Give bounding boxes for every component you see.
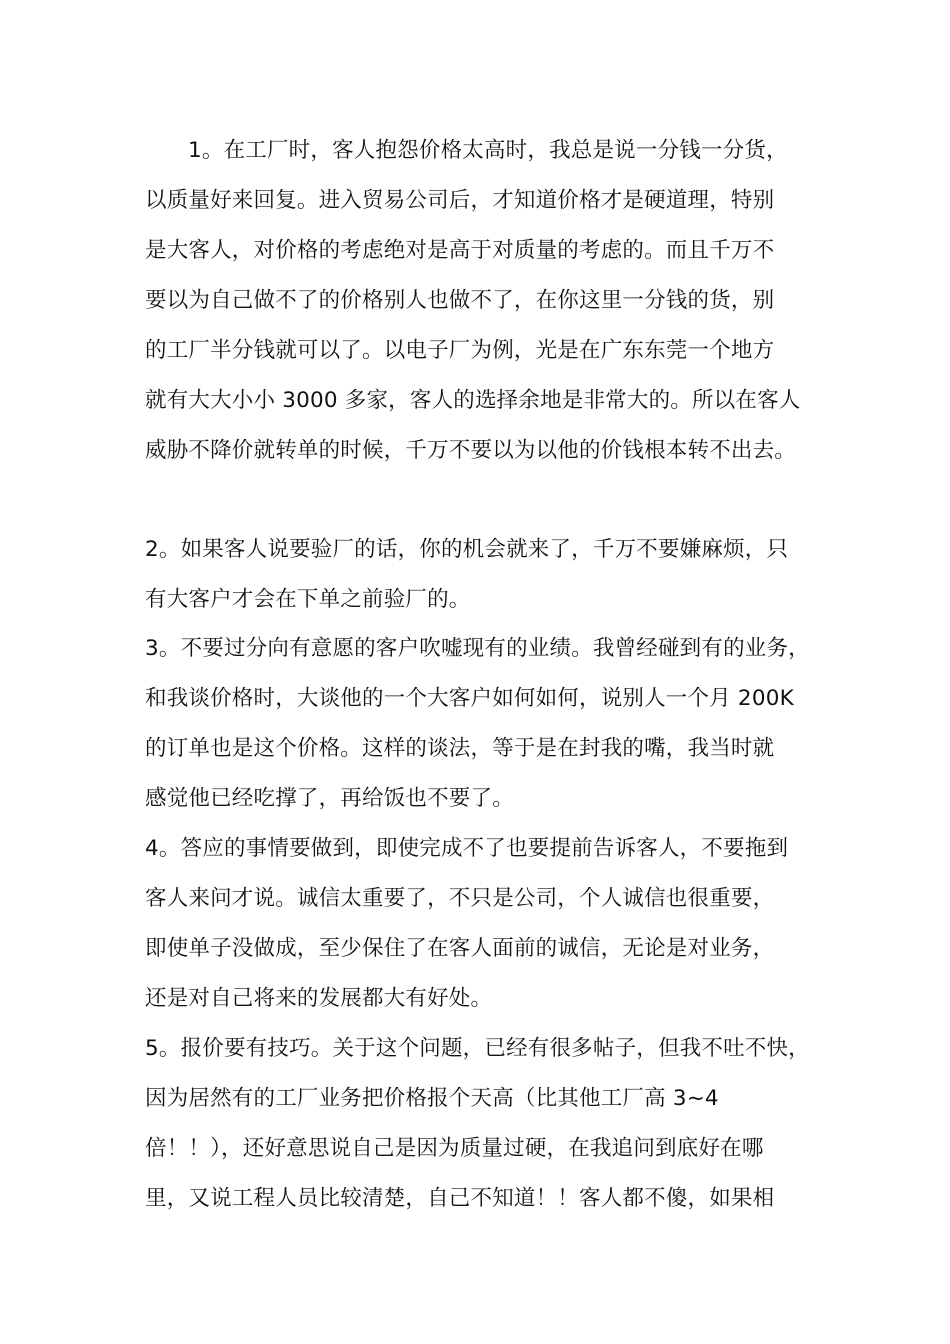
paragraph-4-line-4: 还是对自己将来的发展都大有好处。 bbox=[145, 986, 493, 1011]
paragraph-3-line-4: 感觉他已经吃撑了，再给饭也不要了。 bbox=[145, 786, 514, 811]
paragraph-5-line-2: 因为居然有的工厂业务把价格报个天高（比其他工厂高 3~4 bbox=[145, 1086, 719, 1111]
paragraph-5-line-4: 里，又说工程人员比较清楚，自己不知道！！客人都不傻，如果相 bbox=[145, 1186, 775, 1211]
paragraph-1-line-3: 是大客人，对价格的考虑绝对是高于对质量的考虑的。而且千万不 bbox=[145, 238, 775, 263]
paragraph-5-line-3: 倍！！），还好意思说自己是因为质量过硬，在我追问到底好在哪 bbox=[145, 1136, 764, 1161]
paragraph-4-line-1: 4。答应的事情要做到，即使完成不了也要提前告诉客人，不要拖到 bbox=[145, 836, 789, 861]
paragraph-1-line-6: 就有大大小小 3000 多家，客人的选择余地是非常大的。所以在客人 bbox=[145, 388, 801, 413]
paragraph-5-line-1: 5。报价要有技巧。关于这个问题，已经有很多帖子，但我不吐不快， bbox=[145, 1036, 810, 1061]
paragraph-1-line-7: 威胁不降价就转单的时候，千万不要以为以他的价钱根本转不出去。 bbox=[145, 438, 797, 463]
paragraph-1-line-5: 的工厂半分钱就可以了。以电子厂为例，光是在广东东莞一个地方 bbox=[145, 338, 775, 363]
paragraph-1-line-1: 1。在工厂时，客人抱怨价格太高时，我总是说一分钱一分货， bbox=[188, 138, 788, 163]
paragraph-2-line-2: 有大客户才会在下单之前验厂的。 bbox=[145, 587, 471, 612]
paragraph-4-line-3: 即使单子没做成，至少保住了在客人面前的诚信，无论是对业务， bbox=[145, 936, 775, 961]
paragraph-1-line-4: 要以为自己做不了的价格别人也做不了，在你这里一分钱的货，别 bbox=[145, 288, 775, 313]
paragraph-2-line-1: 2。如果客人说要验厂的话，你的机会就来了，千万不要嫌麻烦，只 bbox=[145, 537, 789, 562]
paragraph-1-line-2: 以质量好来回复。进入贸易公司后，才知道价格才是硬道理，特别 bbox=[145, 188, 775, 213]
paragraph-3-line-2: 和我谈价格时，大谈他的一个大客户如何如何，说别人一个月 200K bbox=[145, 686, 794, 711]
paragraph-3-line-1: 3。不要过分向有意愿的客户吹嘘现有的业绩。我曾经碰到有的业务， bbox=[145, 636, 810, 661]
paragraph-4-line-2: 客人来问才说。诚信太重要了，不只是公司，个人诚信也很重要， bbox=[145, 886, 775, 911]
paragraph-3-line-3: 的订单也是这个价格。这样的谈法，等于是在封我的嘴，我当时就 bbox=[145, 736, 775, 761]
